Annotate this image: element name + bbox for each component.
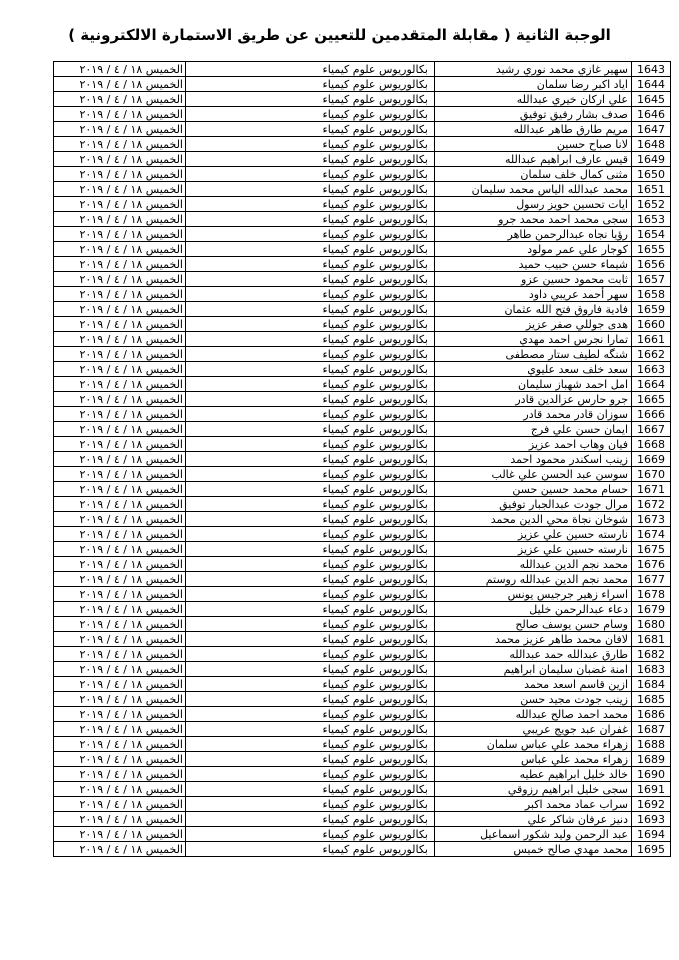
name-cell: علي اركان خيري عبدالله bbox=[435, 92, 632, 107]
table-row bbox=[54, 842, 671, 857]
serial-number-cell: 1677 bbox=[632, 572, 671, 587]
date-cell: الخميس ١٨ / ٤ / ٢٠١٩ bbox=[54, 287, 186, 302]
table-row bbox=[54, 512, 671, 527]
degree-cell: بكالوريوس علوم كيمياء bbox=[186, 662, 435, 677]
name-cell: شيماء حسن حبيب حميد bbox=[435, 257, 632, 272]
table-row bbox=[54, 797, 671, 812]
table-row bbox=[54, 437, 671, 452]
table-row bbox=[54, 572, 671, 587]
degree-cell: بكالوريوس علوم كيمياء bbox=[186, 767, 435, 782]
date-cell: الخميس ١٨ / ٤ / ٢٠١٩ bbox=[54, 272, 186, 287]
table-row bbox=[54, 392, 671, 407]
date-cell: الخميس ١٨ / ٤ / ٢٠١٩ bbox=[54, 362, 186, 377]
degree-cell: بكالوريوس علوم كيمياء bbox=[186, 602, 435, 617]
serial-number-cell: 1644 bbox=[632, 77, 671, 92]
table-row bbox=[54, 227, 671, 242]
table-row bbox=[54, 707, 671, 722]
table-row bbox=[54, 407, 671, 422]
serial-number-cell: 1645 bbox=[632, 92, 671, 107]
date-cell: الخميس ١٨ / ٤ / ٢٠١٩ bbox=[54, 227, 186, 242]
serial-number-cell: 1653 bbox=[632, 212, 671, 227]
name-cell: مريم طارق طاهر عبدالله bbox=[435, 122, 632, 137]
name-cell: زهراء محمد علي عباس bbox=[435, 752, 632, 767]
serial-number-cell: 1659 bbox=[632, 302, 671, 317]
degree-cell: بكالوريوس علوم كيمياء bbox=[186, 197, 435, 212]
date-cell: الخميس ١٨ / ٤ / ٢٠١٩ bbox=[54, 602, 186, 617]
date-cell: الخميس ١٨ / ٤ / ٢٠١٩ bbox=[54, 527, 186, 542]
date-cell: الخميس ١٨ / ٤ / ٢٠١٩ bbox=[54, 332, 186, 347]
table-row bbox=[54, 617, 671, 632]
degree-cell: بكالوريوس علوم كيمياء bbox=[186, 62, 435, 77]
date-cell: الخميس ١٨ / ٤ / ٢٠١٩ bbox=[54, 542, 186, 557]
date-cell: الخميس ١٨ / ٤ / ٢٠١٩ bbox=[54, 347, 186, 362]
degree-cell: بكالوريوس علوم كيمياء bbox=[186, 377, 435, 392]
name-cell: زينب اسكندر محمود احمد bbox=[435, 452, 632, 467]
serial-number-cell: 1650 bbox=[632, 167, 671, 182]
date-cell: الخميس ١٨ / ٤ / ٢٠١٩ bbox=[54, 182, 186, 197]
degree-cell: بكالوريوس علوم كيمياء bbox=[186, 77, 435, 92]
name-cell: ايمان حسن علي فرج bbox=[435, 422, 632, 437]
degree-cell: بكالوريوس علوم كيمياء bbox=[186, 752, 435, 767]
date-cell: الخميس ١٨ / ٤ / ٢٠١٩ bbox=[54, 122, 186, 137]
serial-number-cell: 1670 bbox=[632, 467, 671, 482]
name-cell: محمد نجم الدين عبدالله bbox=[435, 557, 632, 572]
name-cell: نارسته حسين علي عزيز bbox=[435, 527, 632, 542]
degree-cell: بكالوريوس علوم كيمياء bbox=[186, 227, 435, 242]
degree-cell: بكالوريوس علوم كيمياء bbox=[186, 422, 435, 437]
degree-cell: بكالوريوس علوم كيمياء bbox=[186, 257, 435, 272]
table-row bbox=[54, 782, 671, 797]
serial-number-cell: 1680 bbox=[632, 617, 671, 632]
date-cell: الخميس ١٨ / ٤ / ٢٠١٩ bbox=[54, 422, 186, 437]
name-cell: قيس عارف ابراهيم عبدالله bbox=[435, 152, 632, 167]
date-cell: الخميس ١٨ / ٤ / ٢٠١٩ bbox=[54, 692, 186, 707]
table-row bbox=[54, 302, 671, 317]
table-row bbox=[54, 677, 671, 692]
date-cell: الخميس ١٨ / ٤ / ٢٠١٩ bbox=[54, 482, 186, 497]
date-cell: الخميس ١٨ / ٤ / ٢٠١٩ bbox=[54, 557, 186, 572]
name-cell: سعد خلف سعد عليوي bbox=[435, 362, 632, 377]
date-cell: الخميس ١٨ / ٤ / ٢٠١٩ bbox=[54, 632, 186, 647]
name-cell: سراب عماد محمد اكبر bbox=[435, 797, 632, 812]
serial-number-cell: 1693 bbox=[632, 812, 671, 827]
serial-number-cell: 1682 bbox=[632, 647, 671, 662]
name-cell: فيان وهاب احمد عزيز bbox=[435, 437, 632, 452]
name-cell: تمارا نجرس احمد مهدي bbox=[435, 332, 632, 347]
serial-number-cell: 1663 bbox=[632, 362, 671, 377]
serial-number-cell: 1667 bbox=[632, 422, 671, 437]
degree-cell: بكالوريوس علوم كيمياء bbox=[186, 782, 435, 797]
date-cell: الخميس ١٨ / ٤ / ٢٠١٩ bbox=[54, 317, 186, 332]
serial-number-cell: 1689 bbox=[632, 752, 671, 767]
serial-number-cell: 1643 bbox=[632, 62, 671, 77]
applicants-table-body bbox=[54, 62, 671, 857]
date-cell: الخميس ١٨ / ٤ / ٢٠١٩ bbox=[54, 167, 186, 182]
table-row bbox=[54, 692, 671, 707]
table-row bbox=[54, 602, 671, 617]
table-row bbox=[54, 497, 671, 512]
name-cell: صدف بشار رفيق توفيق bbox=[435, 107, 632, 122]
name-cell: سهر أحمد عريبي داود bbox=[435, 287, 632, 302]
name-cell: عبد الرحمن وليد شكور اسماعيل bbox=[435, 827, 632, 842]
date-cell: الخميس ١٨ / ٤ / ٢٠١٩ bbox=[54, 707, 186, 722]
name-cell: دعاء عبدالرحمن خليل bbox=[435, 602, 632, 617]
name-cell: رؤيا نجاه عبدالرحمن طاهر bbox=[435, 227, 632, 242]
name-cell: سجى خليل ابراهيم رزوقي bbox=[435, 782, 632, 797]
table-row bbox=[54, 557, 671, 572]
name-cell: هدى جوللي صفر عزيز bbox=[435, 317, 632, 332]
name-cell: سهير غازي محمد نوري رشيد bbox=[435, 62, 632, 77]
table-row bbox=[54, 197, 671, 212]
date-cell: الخميس ١٨ / ٤ / ٢٠١٩ bbox=[54, 107, 186, 122]
degree-cell: بكالوريوس علوم كيمياء bbox=[186, 167, 435, 182]
degree-cell: بكالوريوس علوم كيمياء bbox=[186, 362, 435, 377]
serial-number-cell: 1673 bbox=[632, 512, 671, 527]
degree-cell: بكالوريوس علوم كيمياء bbox=[186, 317, 435, 332]
degree-cell: بكالوريوس علوم كيمياء bbox=[186, 647, 435, 662]
table-row bbox=[54, 257, 671, 272]
degree-cell: بكالوريوس علوم كيمياء bbox=[186, 467, 435, 482]
degree-cell: بكالوريوس علوم كيمياء bbox=[186, 122, 435, 137]
name-cell: وسام حسن يوسف صالح bbox=[435, 617, 632, 632]
serial-number-cell: 1665 bbox=[632, 392, 671, 407]
table-row bbox=[54, 317, 671, 332]
date-cell: الخميس ١٨ / ٤ / ٢٠١٩ bbox=[54, 392, 186, 407]
date-cell: الخميس ١٨ / ٤ / ٢٠١٩ bbox=[54, 812, 186, 827]
date-cell: الخميس ١٨ / ٤ / ٢٠١٩ bbox=[54, 677, 186, 692]
name-cell: زهراء محمد علي عباس سلمان bbox=[435, 737, 632, 752]
serial-number-cell: 1655 bbox=[632, 242, 671, 257]
table-row bbox=[54, 767, 671, 782]
date-cell: الخميس ١٨ / ٤ / ٢٠١٩ bbox=[54, 662, 186, 677]
name-cell: دنيز عرفان شاكر علي bbox=[435, 812, 632, 827]
table-row bbox=[54, 542, 671, 557]
table-row bbox=[54, 527, 671, 542]
degree-cell: بكالوريوس علوم كيمياء bbox=[186, 407, 435, 422]
table-row bbox=[54, 362, 671, 377]
table-row bbox=[54, 422, 671, 437]
date-cell: الخميس ١٨ / ٤ / ٢٠١٩ bbox=[54, 767, 186, 782]
name-cell: حسام محمد حسين حسن bbox=[435, 482, 632, 497]
date-cell: الخميس ١٨ / ٤ / ٢٠١٩ bbox=[54, 512, 186, 527]
table-row bbox=[54, 632, 671, 647]
degree-cell: بكالوريوس علوم كيمياء bbox=[186, 452, 435, 467]
name-cell: جرو حارس عزالدين قادر bbox=[435, 392, 632, 407]
serial-number-cell: 1674 bbox=[632, 527, 671, 542]
date-cell: الخميس ١٨ / ٤ / ٢٠١٩ bbox=[54, 647, 186, 662]
degree-cell: بكالوريوس علوم كيمياء bbox=[186, 152, 435, 167]
page-title: الوجبة الثانية ( مقابلة المتقدمين للتعيين عن طريق الاستمارة الالكترونية ) bbox=[68, 26, 611, 44]
serial-number-cell: 1687 bbox=[632, 722, 671, 737]
serial-number-cell: 1664 bbox=[632, 377, 671, 392]
serial-number-cell: 1694 bbox=[632, 827, 671, 842]
degree-cell: بكالوريوس علوم كيمياء bbox=[186, 437, 435, 452]
degree-cell: بكالوريوس علوم كيمياء bbox=[186, 242, 435, 257]
degree-cell: بكالوريوس علوم كيمياء bbox=[186, 737, 435, 752]
table-row bbox=[54, 737, 671, 752]
name-cell: زينب جودت مجيد حسن bbox=[435, 692, 632, 707]
degree-cell: بكالوريوس علوم كيمياء bbox=[186, 182, 435, 197]
table-row bbox=[54, 377, 671, 392]
serial-number-cell: 1646 bbox=[632, 107, 671, 122]
serial-number-cell: 1662 bbox=[632, 347, 671, 362]
degree-cell: بكالوريوس علوم كيمياء bbox=[186, 302, 435, 317]
name-cell: نارسته حسين علي عزيز bbox=[435, 542, 632, 557]
date-cell: الخميس ١٨ / ٤ / ٢٠١٩ bbox=[54, 587, 186, 602]
name-cell: فادية فاروق فتح الله عثمان bbox=[435, 302, 632, 317]
serial-number-cell: 1684 bbox=[632, 677, 671, 692]
degree-cell: بكالوريوس علوم كيمياء bbox=[186, 692, 435, 707]
table-row bbox=[54, 332, 671, 347]
degree-cell: بكالوريوس علوم كيمياء bbox=[186, 797, 435, 812]
date-cell: الخميس ١٨ / ٤ / ٢٠١٩ bbox=[54, 197, 186, 212]
table-row bbox=[54, 242, 671, 257]
serial-number-cell: 1661 bbox=[632, 332, 671, 347]
date-cell: الخميس ١٨ / ٤ / ٢٠١٩ bbox=[54, 452, 186, 467]
serial-number-cell: 1656 bbox=[632, 257, 671, 272]
serial-number-cell: 1652 bbox=[632, 197, 671, 212]
degree-cell: بكالوريوس علوم كيمياء bbox=[186, 572, 435, 587]
date-cell: الخميس ١٨ / ٤ / ٢٠١٩ bbox=[54, 572, 186, 587]
degree-cell: بكالوريوس علوم كيمياء bbox=[186, 707, 435, 722]
serial-number-cell: 1648 bbox=[632, 137, 671, 152]
date-cell: الخميس ١٨ / ٤ / ٢٠١٩ bbox=[54, 617, 186, 632]
degree-cell: بكالوريوس علوم كيمياء bbox=[186, 497, 435, 512]
serial-number-cell: 1660 bbox=[632, 317, 671, 332]
table-row bbox=[54, 662, 671, 677]
name-cell: مثنى كمال خلف سلمان bbox=[435, 167, 632, 182]
table-row bbox=[54, 722, 671, 737]
table-row bbox=[54, 272, 671, 287]
table-row bbox=[54, 827, 671, 842]
name-cell: محمد نجم الدين عبدالله روستم bbox=[435, 572, 632, 587]
name-cell: كوجار علي عمر مولود bbox=[435, 242, 632, 257]
name-cell: اياد اكبر رضا سلمان bbox=[435, 77, 632, 92]
table-row bbox=[54, 812, 671, 827]
table-row bbox=[54, 152, 671, 167]
name-cell: شوخان نجاة محي الدين محمد bbox=[435, 512, 632, 527]
name-cell: اسراء زهير جرجيس يونس bbox=[435, 587, 632, 602]
serial-number-cell: 1651 bbox=[632, 182, 671, 197]
date-cell: الخميس ١٨ / ٤ / ٢٠١٩ bbox=[54, 302, 186, 317]
table-row bbox=[54, 122, 671, 137]
date-cell: الخميس ١٨ / ٤ / ٢٠١٩ bbox=[54, 497, 186, 512]
degree-cell: بكالوريوس علوم كيمياء bbox=[186, 332, 435, 347]
table-row bbox=[54, 287, 671, 302]
serial-number-cell: 1695 bbox=[632, 842, 671, 857]
table-row bbox=[54, 77, 671, 92]
degree-cell: بكالوريوس علوم كيمياء bbox=[186, 107, 435, 122]
name-cell: غفران عبد جويج عريبي bbox=[435, 722, 632, 737]
date-cell: الخميس ١٨ / ٤ / ٢٠١٩ bbox=[54, 152, 186, 167]
name-cell: سجى محمد احمد محمد جرو bbox=[435, 212, 632, 227]
date-cell: الخميس ١٨ / ٤ / ٢٠١٩ bbox=[54, 797, 186, 812]
date-cell: الخميس ١٨ / ٤ / ٢٠١٩ bbox=[54, 722, 186, 737]
table-row bbox=[54, 62, 671, 77]
date-cell: الخميس ١٨ / ٤ / ٢٠١٩ bbox=[54, 437, 186, 452]
date-cell: الخميس ١٨ / ٤ / ٢٠١٩ bbox=[54, 467, 186, 482]
degree-cell: بكالوريوس علوم كيمياء bbox=[186, 827, 435, 842]
table-row bbox=[54, 467, 671, 482]
degree-cell: بكالوريوس علوم كيمياء bbox=[186, 722, 435, 737]
table-row bbox=[54, 182, 671, 197]
table-row bbox=[54, 482, 671, 497]
table-row bbox=[54, 452, 671, 467]
date-cell: الخميس ١٨ / ٤ / ٢٠١٩ bbox=[54, 407, 186, 422]
date-cell: الخميس ١٨ / ٤ / ٢٠١٩ bbox=[54, 212, 186, 227]
date-cell: الخميس ١٨ / ٤ / ٢٠١٩ bbox=[54, 842, 186, 857]
serial-number-cell: 1672 bbox=[632, 497, 671, 512]
serial-number-cell: 1658 bbox=[632, 287, 671, 302]
degree-cell: بكالوريوس علوم كيمياء bbox=[186, 542, 435, 557]
name-cell: طارق عبدالله حمد عبدالله bbox=[435, 647, 632, 662]
date-cell: الخميس ١٨ / ٤ / ٢٠١٩ bbox=[54, 137, 186, 152]
degree-cell: بكالوريوس علوم كيمياء bbox=[186, 617, 435, 632]
degree-cell: بكالوريوس علوم كيمياء bbox=[186, 632, 435, 647]
table-row bbox=[54, 92, 671, 107]
serial-number-cell: 1685 bbox=[632, 692, 671, 707]
date-cell: الخميس ١٨ / ٤ / ٢٠١٩ bbox=[54, 62, 186, 77]
name-cell: ثابت محمود حسين عزو bbox=[435, 272, 632, 287]
name-cell: سوزان قادر محمد قادر bbox=[435, 407, 632, 422]
degree-cell: بكالوريوس علوم كيمياء bbox=[186, 212, 435, 227]
table-row bbox=[54, 647, 671, 662]
name-cell: امل احمد شهباز سليمان bbox=[435, 377, 632, 392]
date-cell: الخميس ١٨ / ٤ / ٢٠١٩ bbox=[54, 752, 186, 767]
serial-number-cell: 1692 bbox=[632, 797, 671, 812]
table-row bbox=[54, 752, 671, 767]
degree-cell: بكالوريوس علوم كيمياء bbox=[186, 812, 435, 827]
table-row bbox=[54, 347, 671, 362]
date-cell: الخميس ١٨ / ٤ / ٢٠١٩ bbox=[54, 257, 186, 272]
name-cell: لانا صباح حسين bbox=[435, 137, 632, 152]
serial-number-cell: 1675 bbox=[632, 542, 671, 557]
name-cell: خالد خليل ابراهيم عطيه bbox=[435, 767, 632, 782]
name-cell: محمد مهدي صالح خميس bbox=[435, 842, 632, 857]
name-cell: مرال جودت عبدالجبار توفيق bbox=[435, 497, 632, 512]
name-cell: محمد احمد صالح عبدالله bbox=[435, 707, 632, 722]
name-cell: ازين قاسم اسعد محمد bbox=[435, 677, 632, 692]
applicants-table bbox=[53, 61, 671, 857]
degree-cell: بكالوريوس علوم كيمياء bbox=[186, 92, 435, 107]
name-cell: محمد عبدالله الياس محمد سليمان bbox=[435, 182, 632, 197]
degree-cell: بكالوريوس علوم كيمياء bbox=[186, 137, 435, 152]
serial-number-cell: 1657 bbox=[632, 272, 671, 287]
serial-number-cell: 1666 bbox=[632, 407, 671, 422]
serial-number-cell: 1688 bbox=[632, 737, 671, 752]
serial-number-cell: 1678 bbox=[632, 587, 671, 602]
table-row bbox=[54, 212, 671, 227]
serial-number-cell: 1690 bbox=[632, 767, 671, 782]
serial-number-cell: 1669 bbox=[632, 452, 671, 467]
date-cell: الخميس ١٨ / ٤ / ٢٠١٩ bbox=[54, 77, 186, 92]
degree-cell: بكالوريوس علوم كيمياء bbox=[186, 842, 435, 857]
name-cell: شنگه لطيف ستار مصطفى bbox=[435, 347, 632, 362]
degree-cell: بكالوريوس علوم كيمياء bbox=[186, 587, 435, 602]
serial-number-cell: 1676 bbox=[632, 557, 671, 572]
serial-number-cell: 1686 bbox=[632, 707, 671, 722]
degree-cell: بكالوريوس علوم كيمياء bbox=[186, 677, 435, 692]
name-cell: امنة غضبان سليمان ابراهيم bbox=[435, 662, 632, 677]
date-cell: الخميس ١٨ / ٤ / ٢٠١٩ bbox=[54, 737, 186, 752]
serial-number-cell: 1683 bbox=[632, 662, 671, 677]
table-row bbox=[54, 167, 671, 182]
date-cell: الخميس ١٨ / ٤ / ٢٠١٩ bbox=[54, 242, 186, 257]
name-cell: لافان محمد طاهر عزيز محمد bbox=[435, 632, 632, 647]
serial-number-cell: 1691 bbox=[632, 782, 671, 797]
degree-cell: بكالوريوس علوم كيمياء bbox=[186, 557, 435, 572]
serial-number-cell: 1679 bbox=[632, 602, 671, 617]
serial-number-cell: 1647 bbox=[632, 122, 671, 137]
date-cell: الخميس ١٨ / ٤ / ٢٠١٩ bbox=[54, 377, 186, 392]
table-row bbox=[54, 137, 671, 152]
serial-number-cell: 1671 bbox=[632, 482, 671, 497]
degree-cell: بكالوريوس علوم كيمياء bbox=[186, 527, 435, 542]
date-cell: الخميس ١٨ / ٤ / ٢٠١٩ bbox=[54, 92, 186, 107]
degree-cell: بكالوريوس علوم كيمياء bbox=[186, 272, 435, 287]
serial-number-cell: 1681 bbox=[632, 632, 671, 647]
date-cell: الخميس ١٨ / ٤ / ٢٠١٩ bbox=[54, 827, 186, 842]
degree-cell: بكالوريوس علوم كيمياء bbox=[186, 287, 435, 302]
table-row bbox=[54, 107, 671, 122]
serial-number-cell: 1654 bbox=[632, 227, 671, 242]
name-cell: ايات تحسين حويز رسول bbox=[435, 197, 632, 212]
table-row bbox=[54, 587, 671, 602]
date-cell: الخميس ١٨ / ٤ / ٢٠١٩ bbox=[54, 782, 186, 797]
serial-number-cell: 1668 bbox=[632, 437, 671, 452]
degree-cell: بكالوريوس علوم كيمياء bbox=[186, 392, 435, 407]
degree-cell: بكالوريوس علوم كيمياء bbox=[186, 512, 435, 527]
name-cell: سوسن عبد الحسن علي غالب bbox=[435, 467, 632, 482]
degree-cell: بكالوريوس علوم كيمياء bbox=[186, 347, 435, 362]
serial-number-cell: 1649 bbox=[632, 152, 671, 167]
degree-cell: بكالوريوس علوم كيمياء bbox=[186, 482, 435, 497]
